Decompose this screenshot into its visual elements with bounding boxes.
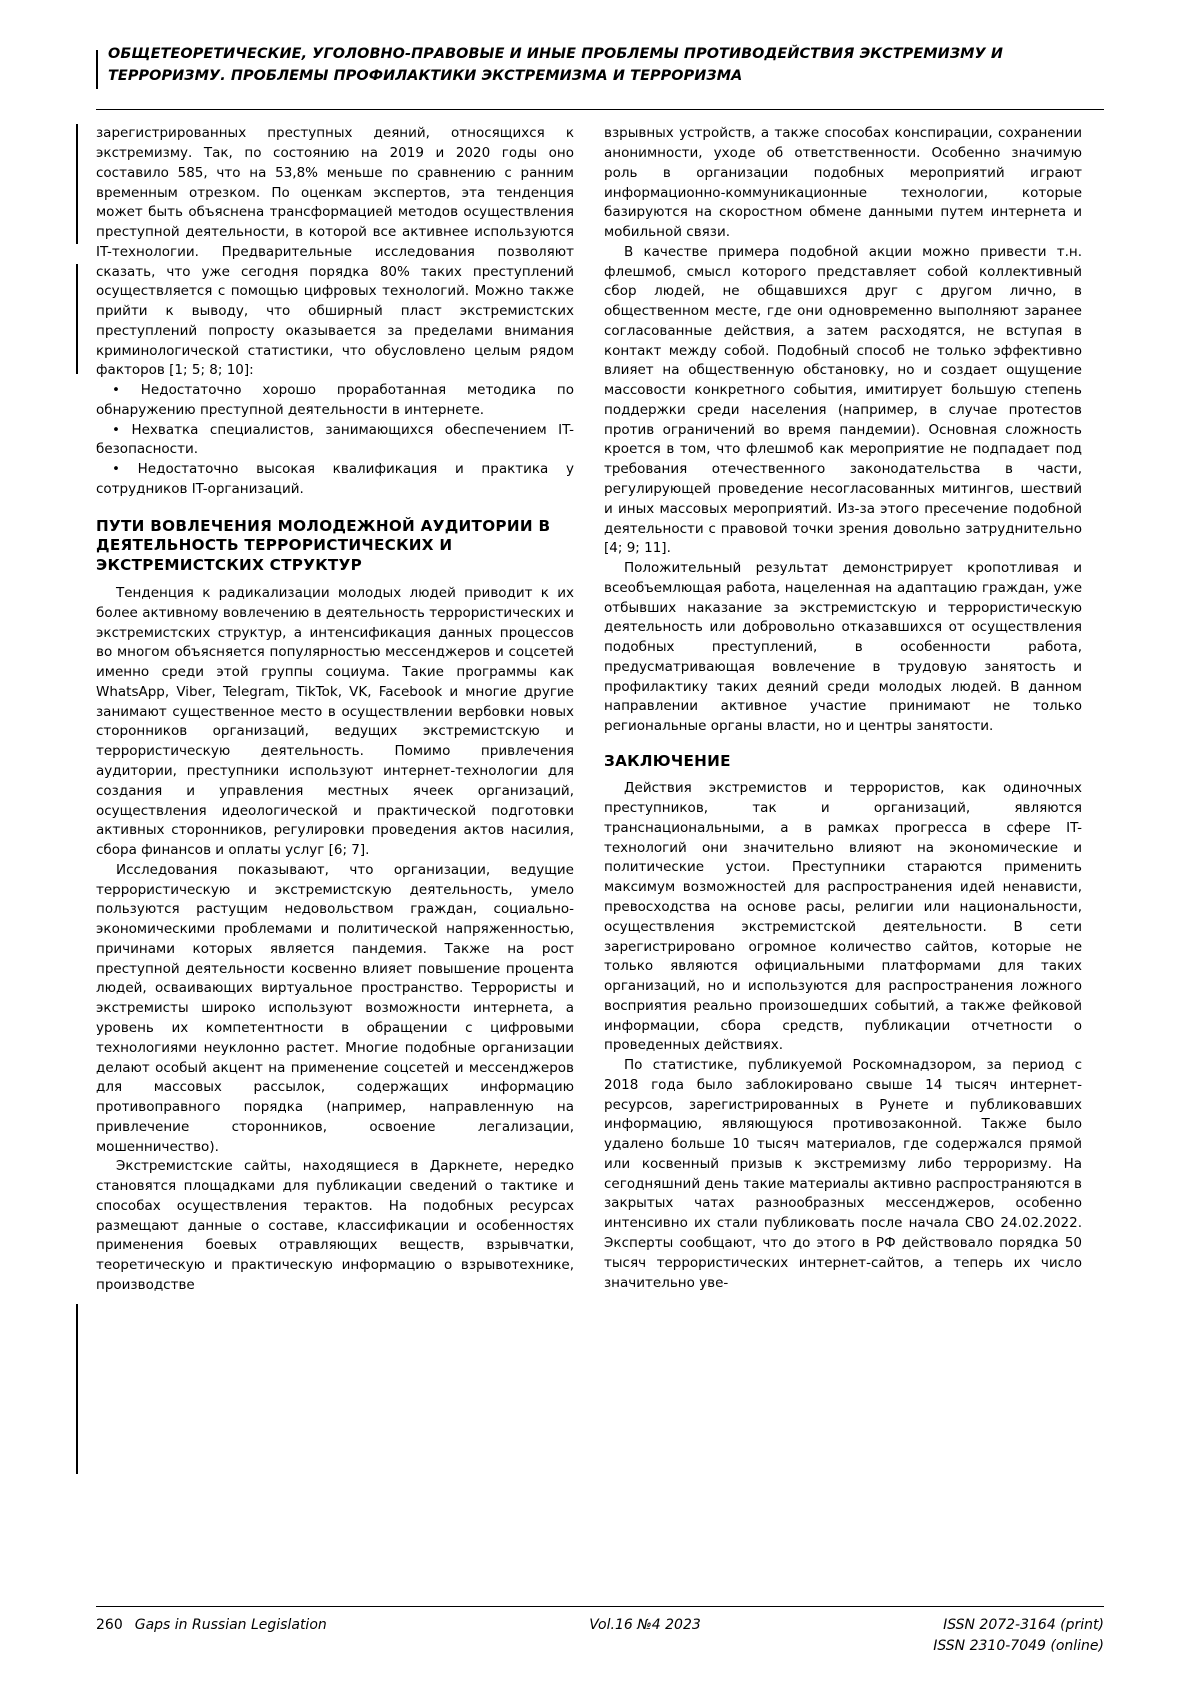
right-column bbox=[604, 124, 1082, 1295]
list-item: • Нехватка специалистов, занимающихся обеспечением IT-безопасности. bbox=[96, 421, 574, 458]
margin-tick bbox=[76, 1304, 78, 1474]
issue-info: Vol.16 №4 2023 bbox=[589, 1617, 701, 1633]
page-number: 260 bbox=[96, 1617, 123, 1633]
section-heading-youth-involvement: ПУТИ ВОВЛЕЧЕНИЯ МОЛОДЕЖНОЙ АУДИТОРИИ В ДЕЯТЕЛЬНОСТЬ ТЕРРОРИСТИЧЕСКИХ И ЭКСТРЕМИСТСКИХ СТРУКТУР bbox=[96, 516, 551, 574]
issn-online: ISSN 2310-7049 (online) bbox=[933, 1638, 1104, 1654]
paragraph: Исследования показывают, что организации, ведущие террористическую и экстремистскую деятельность, умело пользуются растущим недовольством граждан, социально-экономическими проблемами и политической напряженностью, причинами которых является пандемия. Также на рост преступной деятельности косвенно влияет повышение процента людей, осваивающих виртуальное пространство. Террористы и экстремисты широко используют возможности интернета, а уровень их компетентности в обращении с цифровыми технологиями неуклонно растет. Многие подобные организации делают особый акцент на применение соцсетей и мессенджеров для массовых рассылок, содержащих информацию противоправного порядка (например, направленную на привлечение сторонников, освоение легализации, мошенничество). bbox=[96, 861, 574, 1155]
list-item: • Недостаточно высокая квалификация и практика у сотрудников IT-организаций. bbox=[96, 461, 574, 497]
page-header bbox=[96, 44, 1104, 99]
margin-tick bbox=[76, 124, 78, 244]
header-divider bbox=[96, 109, 1104, 110]
issn-print: ISSN 2072-3164 (print) bbox=[943, 1617, 1104, 1633]
paragraph: Действия экстремистов и террористов, как одиночных преступников, так и организаций, являются транснациональными, а в рамках прогресса в сфере IT-технологий они значительно влияют на экономические и политические устои. Преступники стараются применить максимум возможностей для распространения идей ненависти, превосходства на основе расы, религии или национальности, осуществления экстремистской деятельности. В сети зарегистрировано огромное количество сайтов, которые не только являются официальными платформами для таких организаций, но и используются для распространения ложного восприятия реально произошедших событий, а также фейковой информации, сбора средств, публикации отчетности о проведенных действиях. bbox=[604, 780, 1082, 1054]
header-vertical-rule bbox=[96, 50, 98, 89]
two-column-body bbox=[96, 124, 1104, 1295]
list-item: • Недостаточно хорошо проработанная методика по обнаружению преступной деятельности в интернете. bbox=[96, 382, 574, 418]
paragraph: В качестве примера подобной акции можно привести т.н. флешмоб, смысл которого представляет собой коллективный сбор людей, не общавшихся друг с другом лично, в общественном месте, где они одновременно выполняют заранее согласованные действия, а затем расходятся, не вступая в контакт между собой. Подобный способ не только эффективно влияет на общественную обстановку, но и создает ощущение массовости конкретного события, имитирует большую степень поддержки среди населения (например, в случае протестов против ограничений во время пандемии). Основная сложность кроется в том, что флешмоб как мероприятие не подпадает под требования отечественного законодательства в части, регулирующей проведение несогласованных митингов, шествий и иных массовых мероприятий. Из-за этого пресечение подобной деятельности с правовой точки зрения довольно затруднительно [4; 9; 11]. bbox=[604, 243, 1082, 557]
margin-tick bbox=[76, 264, 78, 374]
paragraph: зарегистрированных преступных деяний, относящихся к экстремизму. Так, по состоянию на 2019 и 2020 годы оно составило 585, что на 53,8% меньше по сравнению с ранним временным отрезком. По оценкам экспертов, эта тенденция может быть объяснена трансформацией методов осуществления преступной деятельности, в которой все активнее используются IT-технологии. Предварительные исследования позволяют сказать, что уже сегодня порядка 80% таких преступлений осуществляется с помощью цифровых технологий. Можно также прийти к выводу, что обширный пласт экстремистских преступлений попросту оказывается за пределами внимания криминологической статистики, что обусловлено целым рядом факторов [1; 5; 8; 10]: bbox=[96, 125, 574, 379]
paragraph: По статистике, публикуемой Роскомнадзором, за период с 2018 года было заблокировано свыше 14 тысяч интернет-ресурсов, зарегистрированных в Рунете и публиковавших информацию, являющуюся противозаконной. Также было удалено больше 10 тысяч материалов, где содержался прямой или косвенный призыв к экстремизму либо терроризму. На сегодняшний день такие материалы активно распространяются в закрытых чатах разнообразных мессенджеров, особенно интенсивно их стали публиковать после начала СВО 24.02.2022. Эксперты сообщают, что до этого в РФ действовало порядка 50 тысяч террористических интернет-сайтов, а теперь их число значительно уве- bbox=[604, 1057, 1082, 1291]
page-footer bbox=[96, 1606, 1104, 1657]
paragraph: Положительный результат демонстрирует кропотливая и всеобъемлющая работа, нацеленная на адаптацию граждан, уже отбывших наказание за экстремистскую и террористическую деятельность или добровольно отказавшихся от осуществления подобных преступлений, в особенности работа, предусматривающая вовлечение в трудовую занятость и профилактику таких деяний среди молодых людей. В данном направлении активное участие принимают не только региональные органы власти, но и центры занятости. bbox=[604, 560, 1082, 735]
paragraph: взрывных устройств, а также способах конспирации, сохранении анонимности, уходе об ответственности. Особенно значимую роль в организации подобных мероприятий играют информационно-коммуникационные технологии, которые базируются на скоростном обмене данными путем интернета и мобильной связи. bbox=[604, 125, 1082, 241]
footer-divider bbox=[96, 1606, 1104, 1607]
journal-name: Gaps in Russian Legislation bbox=[134, 1617, 327, 1633]
running-head-title: ОБЩЕТЕОРЕТИЧЕСКИЕ, УГОЛОВНО-ПРАВОВЫЕ И ИНЫЕ ПРОБЛЕМЫ ПРОТИВОДЕЙСТВИЯ ЭКСТРЕМИЗМУ И ТЕРРОРИЗМУ. ПРОБЛЕМЫ ПРОФИЛАКТИКИ ЭКСТРЕМИЗМА И ТЕРРОРИЗМА bbox=[108, 46, 1004, 84]
left-column bbox=[96, 124, 574, 1295]
section-heading-conclusion: ЗАКЛЮЧЕНИЕ bbox=[604, 751, 731, 770]
paragraph: Экстремистские сайты, находящиеся в Даркнете, нередко становятся площадками для публикации сведений о тактике и способах осуществления терактов. На подобных ресурсах размещают данные о составе, классификации и особенностях применения боевых отравляющих веществ, взрывчатки, теоретическую и практическую информацию о взрывотехнике, производстве bbox=[96, 1158, 574, 1293]
paragraph: Тенденция к радикализации молодых людей приводит к их более активному вовлечению в деятельность террористических и экстремистских структур, а интенсификация данных процессов во многом объясняется популярностью мессенджеров и соцсетей именно среди этой группы социума. Такие программы как WhatsApp, Viber, Telegram, TikTok, VK, Facebook и многие другие занимают существенное место в осуществлении вербовки новых сторонников организаций, ведущих экстремистскую и террористическую деятельность. Помимо привлечения аудитории, преступники используют интернет-технологии для создания и управления местных ячеек организаций, осуществления идеологической и практической подготовки активных сторонников, регулировки проведения актов насилия, сбора финансов и оплаты услуг [6; 7]. bbox=[96, 585, 574, 859]
